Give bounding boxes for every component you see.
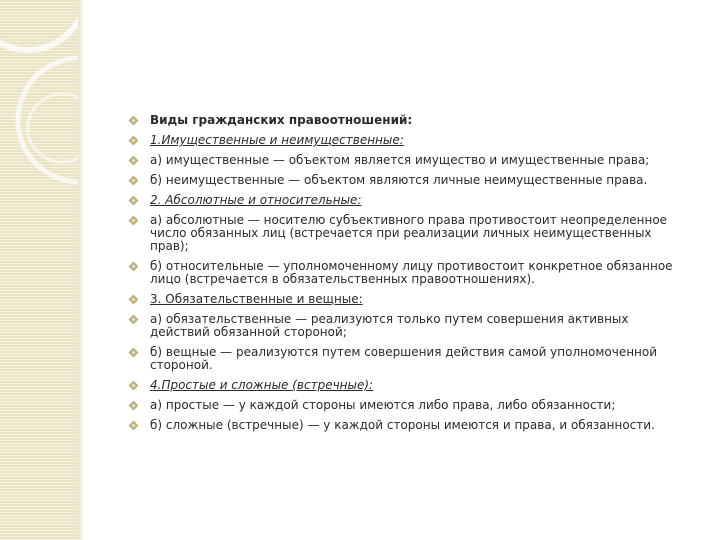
diamond-bullet-icon: [129, 401, 139, 411]
diamond-bullet-icon: [129, 136, 139, 146]
diamond-bullet-icon: [129, 315, 139, 325]
list-item: [128, 154, 688, 167]
item-text: б) относительные — уполномоченному лицу противостоит конкретное обязанное лицо (встречается в обязательственных правоотношениях).: [150, 259, 673, 286]
list-item: [128, 174, 688, 187]
diamond-bullet-icon: [129, 421, 139, 431]
item-text: а) простые — у каждой стороны имеются либо права, либо обязанности;: [150, 398, 616, 412]
diamond-bullet-icon: [129, 196, 139, 206]
diamond-bullet-icon: [129, 381, 139, 391]
list-item: [128, 399, 688, 412]
slide-content-list: [128, 114, 688, 439]
list-item: [128, 346, 688, 372]
item-text: а) имущественные — объектом является имущество и имущественные права;: [150, 153, 650, 167]
diamond-bullet-icon: [129, 348, 139, 358]
list-item-title: [128, 114, 688, 127]
diamond-bullet-icon: [129, 216, 139, 226]
item-text: 2. Абсолютные и относительные:: [150, 193, 362, 207]
list-item-heading: [128, 134, 688, 147]
item-text: 4.Простые и сложные (встречные):: [150, 378, 374, 392]
list-item-heading: [128, 194, 688, 207]
decorative-circles: [0, 0, 78, 540]
list-item: [128, 313, 688, 339]
item-text: а) абсолютные — носителю субъективного права противостоит неопределенное число обязанных лиц (встречается при реализации личных неимущественных прав);: [150, 213, 668, 253]
diamond-bullet-icon: [129, 116, 139, 126]
item-text: 1.Имущественные и неимущественные:: [150, 133, 404, 147]
list-item: [128, 214, 688, 253]
diamond-bullet-icon: [129, 176, 139, 186]
item-text: Виды гражданских правоотношений:: [150, 113, 413, 127]
list-item-heading: [128, 293, 688, 306]
list-item: [128, 260, 688, 286]
decorative-side-band: [0, 0, 78, 540]
diamond-bullet-icon: [129, 156, 139, 166]
list-item: [128, 419, 688, 432]
diamond-bullet-icon: [129, 295, 139, 305]
list-item-heading: [128, 379, 688, 392]
item-text: б) неимущественные — объектом являются личные неимущественные права.: [150, 173, 648, 187]
band-edge-shadow: [78, 0, 84, 540]
item-text: б) сложные (встречные) — у каждой стороны имеются и права, и обязанности.: [150, 418, 655, 432]
diamond-bullet-icon: [129, 262, 139, 272]
item-text: а) обязательственные — реализуются только путем совершения активных действий обязанной стороной;: [150, 312, 629, 339]
item-text: 3. Обязательственные и вещные:: [150, 292, 363, 306]
item-text: б) вещные — реализуются путем совершения действия самой уполномоченной стороной.: [150, 345, 658, 372]
